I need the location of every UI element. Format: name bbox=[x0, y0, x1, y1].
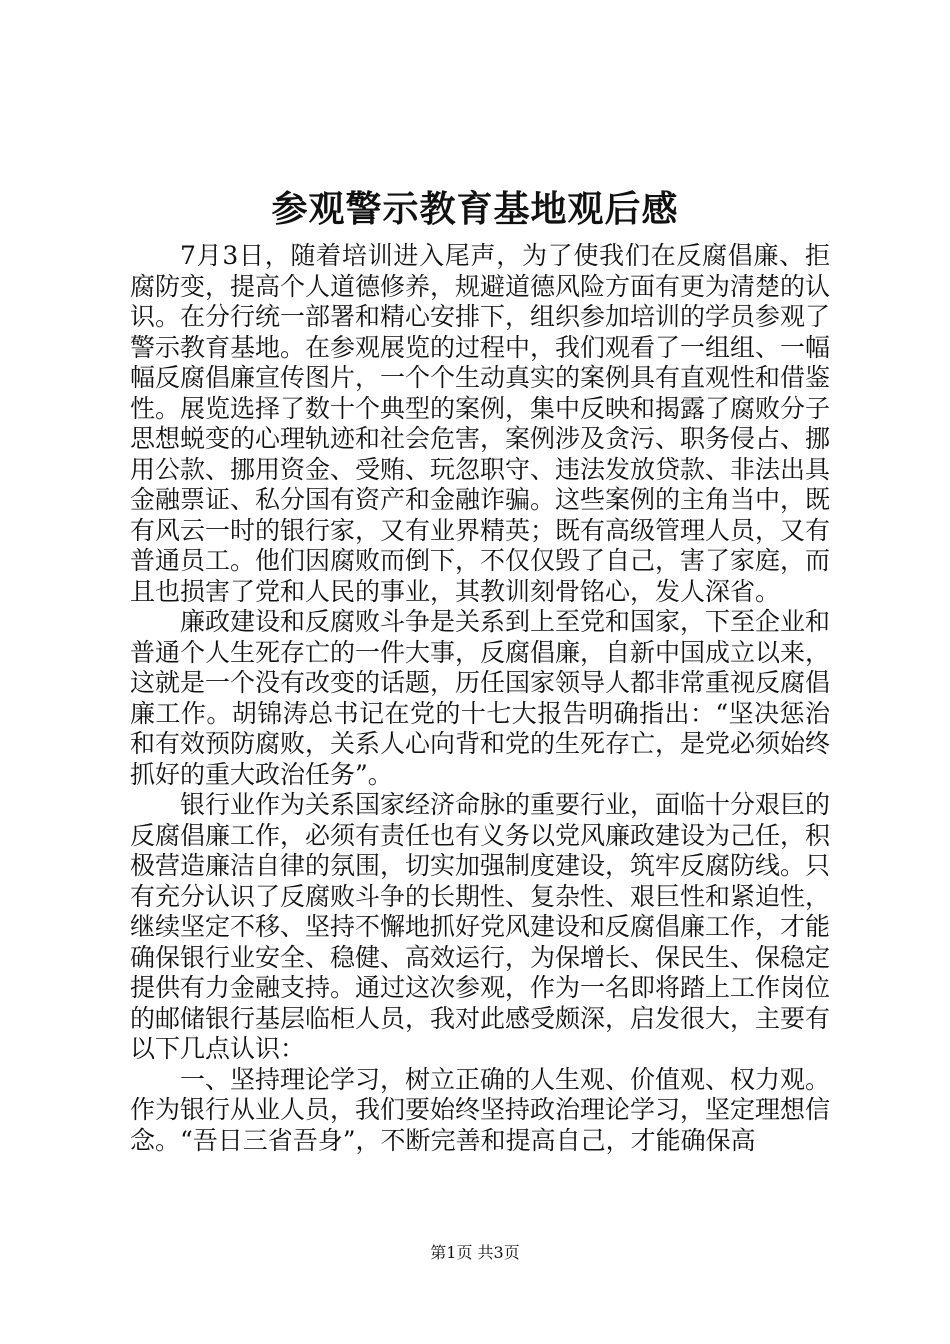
page-number-footer: 第1页 共3页 bbox=[430, 1243, 520, 1262]
paragraph-2: 廉政建设和反腐败斗争是关系到上至党和国家，下至企业和普通个人生死存亡的一件大事，反腐倡廉，自新中国成立以来，这就是一个没有改变的话题，历任国家领导人都非常重视反腐倡廉工作。胡锦涛总书记在党的十七大报告明确指出：“坚决惩治和有效预防腐败，关系人心向背和党的生死存亡，是党必须始终抓好的重大政治任务”。 bbox=[130, 607, 831, 789]
document-body bbox=[130, 241, 830, 1156]
paragraph-4: 一、坚持理论学习，树立正确的人生观、价值观、权力观。作为银行从业人员，我们要始终坚持政治理论学习，坚定理想信念。“吾日三省吾身”，不断完善和提高自己，才能确保高 bbox=[130, 1064, 831, 1155]
paragraph-3: 银行业作为关系国家经济命脉的重要行业，面临十分艰巨的反腐倡廉工作，必须有责任也有义务以党风廉政建设为己任，积极营造廉洁自律的氛围，切实加强制度建设，筑牢反腐防线。只有充分认识了反腐败斗争的长期性、复杂性、艰巨性和紧迫性，继续坚定不移、坚持不懈地抓好党风建设和反腐倡廉工作，才能确保银行业安全、稳健、高效运行，为保增长、保民生、保稳定提供有力金融支持。通过这次参观，作为一名即将踏上工作岗位的邮储银行基层临柜人员，我对此感受颇深，启发很大，主要有以下几点认识： bbox=[130, 790, 831, 1063]
document-title: 参观警示教育基地观后感 bbox=[271, 188, 679, 230]
paragraph-1: 7月3日，随着培训进入尾声，为了使我们在反腐倡廉、拒腐防变，提高个人道德修养，规避道德风险方面有更为清楚的认识。在分行统一部署和精心安排下，组织参加培训的学员参观了警示教育基地。在参观展览的过程中，我们观看了一组组、一幅幅反腐倡廉宣传图片，一个个生动真实的案例具有直观性和借鉴性。展览选择了数十个典型的案例，集中反映和揭露了腐败分子思想蜕变的心理轨迹和社会危害，案例涉及贪污、职务侵占、挪用公款、挪用资金、受贿、玩忽职守、违法发放贷款、非法出具金融票证、私分国有资产和金融诈骗。这些案例的主角当中，既有风云一时的银行家，又有业界精英；既有高级管理人员，又有普通员工。他们因腐败而倒下，不仅仅毁了自己，害了家庭，而且也损害了党和人民的事业，其教训刻骨铭心，发人深省。 bbox=[130, 241, 831, 606]
